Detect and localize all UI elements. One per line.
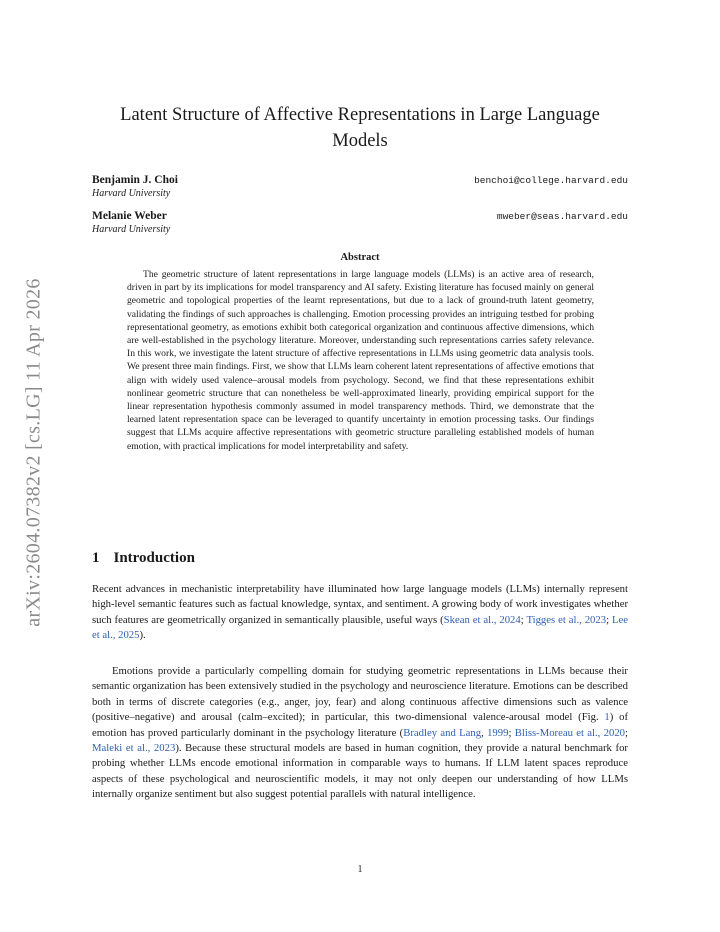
intro-paragraph-2 — [92, 664, 628, 803]
author-email[interactable]: benchoi@college.harvard.edu — [474, 175, 628, 186]
paragraph-text: ). — [139, 629, 146, 642]
citation-link[interactable]: Bradley and Lang — [403, 726, 482, 739]
author-name: Melanie Weber — [92, 210, 167, 222]
separator: ; — [606, 613, 612, 626]
abstract-text: The geometric structure of latent representations in large language models (LLMs) is an active area of research, driven in part by its implications for model transparency and AI safety. Existing literature has focused mainly on general geometric and topological properties of the learnt representations, but due to a lack of ground-truth latent geometry, validating the findings of such approaches is challenging. Emotion processing provides an intriguing testbed for probing representational geometry, as emotions exhibit both categorical organization and continuous affective dimensions, which are well-established in the psychology literature. Moreover, understanding such representations carries safety relevance. In this work, we investigate the latent structure of affective representations in LLMs using geometric data analysis tools. We present three main findings. First, we show that LLMs learn coherent latent representations of affective emotions that align with widely used valence–arousal models from psychology. Second, we find that these representations exhibit nonlinear geometric structure that can nonetheless be well-approximated linearly, providing empirical support for the linear representation hypothesis commonly assumed in model transparency methods. Third, we demonstrate that the learned latent representation space can be leveraged to quantify uncertainty in emotion processing tasks. Our findings suggest that LLMs acquire affective representations with geometric structure paralleling established models of human emotion, with practical implications for model interpretability and safety. — [127, 269, 594, 452]
arxiv-id: arXiv:2604.07382v2 [cs.LG] 11 Apr 2026 — [22, 277, 45, 627]
intro-paragraph-1 — [92, 582, 628, 644]
author-name: Benjamin J. Choi — [92, 174, 178, 186]
citation-link[interactable]: Skean et al., 2024 — [443, 613, 521, 626]
page-number: 1 — [357, 864, 363, 875]
section-title: Introduction — [113, 550, 195, 566]
author-email[interactable]: mweber@seas.harvard.edu — [496, 211, 628, 222]
section-heading — [92, 550, 195, 567]
section-number: 1 — [92, 550, 100, 566]
citation-link[interactable]: 1999 — [487, 726, 509, 739]
citation-link[interactable]: Lee et al., 2025 — [92, 613, 629, 642]
separator: ; — [508, 726, 515, 739]
citation-link[interactable]: Maleki et al., 2023 — [92, 742, 176, 755]
separator: ; — [520, 613, 527, 626]
figure-link[interactable]: 1 — [604, 711, 610, 724]
author-affiliation: Harvard University — [92, 224, 171, 235]
citation-link[interactable]: Tigges et al., 2023 — [526, 613, 607, 626]
citation-link[interactable]: Bliss-Moreau et al., 2020 — [514, 726, 626, 739]
arxiv-stamp — [18, 262, 50, 642]
paragraph-text: Recent advances in mechanistic interpretability have illuminated how large language models (LLMs) internally represent high-level semantic features such as factual knowledge, syntax, and sentiment. A growing body of work investigates whether such features are geometrically organized in semantically plausible, useful ways ( — [92, 583, 628, 626]
abstract-heading: Abstract — [340, 252, 380, 263]
author-block-1 — [92, 174, 628, 199]
separator: , — [481, 726, 488, 739]
author-affiliation: Harvard University — [92, 188, 171, 199]
paper-title: Latent Structure of Affective Representations in Large Language Models — [120, 105, 600, 151]
author-block-2 — [92, 210, 628, 235]
paragraph-text: Emotions provide a particularly compelling domain for studying geometric representations in LLMs because their semantic organization has been extensively studied in the psychology and neuroscience literature. Emotions can be described both in terms of discrete categories (e.g., anger, joy, fear) and along continuous affective dimensions such as valence (positive–negative) and arousal (calm–excited); in particular, this two-dimensional valence-arousal model (Fig. — [92, 665, 628, 724]
paragraph-text: ) of emotion has proved particularly dominant in the psychology literature ( — [92, 711, 629, 739]
paragraph-text: ). Because these structural models are based in human cognition, they provide a natural benchmark for probing whether LLMs encode emotional information in comparable ways to humans. If LLM latent spaces reproduce aspects of these psychological and neuroscientific models, it may not only deepen our understanding of how LLMs internally organize sentiment but also suggest potential parallels with natural intelligence. — [92, 742, 628, 801]
separator: ; — [625, 726, 629, 739]
